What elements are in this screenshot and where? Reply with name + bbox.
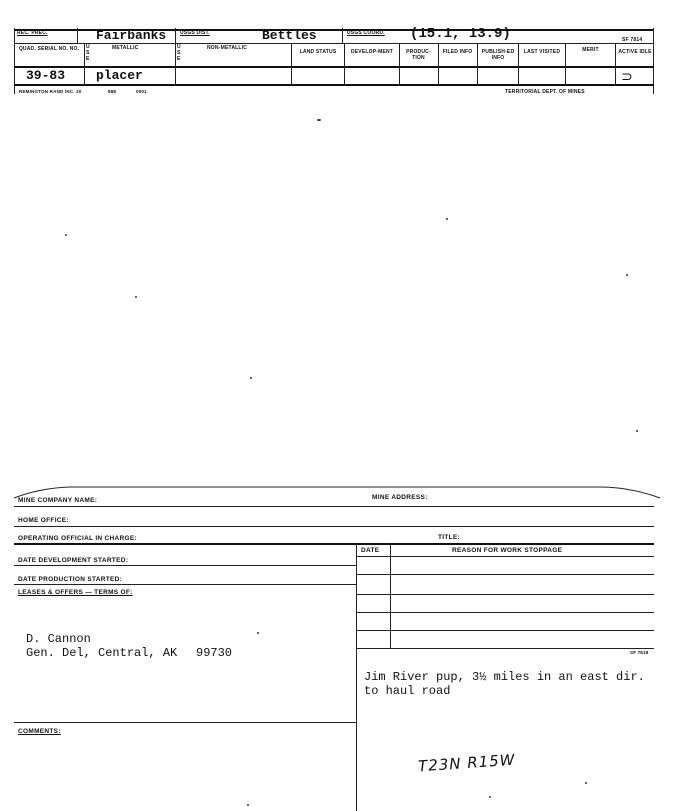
- divider: [565, 43, 566, 84]
- printer-code-2: 0001: [136, 89, 147, 94]
- divider: [518, 43, 519, 84]
- divider: [477, 43, 478, 84]
- leases-offers-label: LEASES & OFFERS — TERMS OF:: [18, 589, 133, 596]
- date-development-label: DATE DEVELOPMENT STARTED:: [18, 557, 129, 564]
- speck: [489, 796, 491, 798]
- col-header-top-rule: [14, 43, 654, 44]
- title-label: TITLE:: [438, 534, 461, 541]
- col-metallic: METALLIC: [112, 45, 139, 51]
- mine-address-label: MINE ADDRESS:: [372, 494, 428, 501]
- metallic-value: placer: [96, 68, 143, 83]
- rule: [356, 556, 654, 557]
- rule: [14, 543, 654, 545]
- card-top-edge: [0, 478, 678, 502]
- printer-imprint: REMINGTON RAND INC. 20: [19, 89, 82, 94]
- lower-form-number: SF 7818: [630, 650, 649, 655]
- reason-column-header: REASON FOR WORK STOPPAGE: [452, 547, 563, 554]
- rule: [14, 584, 356, 585]
- divider: [175, 28, 176, 43]
- col-metallic-side: U S E: [86, 44, 90, 62]
- speck: [250, 377, 252, 379]
- col-active-idle: ACTIVE IDLE: [618, 49, 652, 55]
- divider: [77, 28, 78, 43]
- active-idle-mark: ⊃: [621, 69, 633, 85]
- divider: [291, 43, 292, 84]
- divider: [615, 43, 616, 84]
- speck: [585, 782, 587, 784]
- col-production: PRODUC-TION: [406, 49, 431, 61]
- col-quad-serial: QUAD. SERIAL NO. NO.: [18, 46, 80, 52]
- speck: [65, 234, 67, 236]
- usgs-coord-value: (15.1, 13.9): [410, 26, 511, 42]
- owner-name: D. Cannon: [26, 632, 91, 646]
- col-land-status: LAND STATUS: [299, 49, 337, 55]
- rule: [356, 648, 654, 649]
- col-non-metallic: NON-METALLIC: [207, 45, 248, 51]
- district-value: Fairbanks: [96, 28, 167, 43]
- rule: [14, 526, 654, 527]
- col-development: DEVELOP-MENT: [350, 49, 394, 55]
- data-row-bottom-rule: [14, 84, 654, 86]
- usgs-dist-label: USGS DIST.: [180, 30, 210, 36]
- owner-address: Gen. Del, Central, AK: [26, 646, 178, 660]
- form-number: SF 7814: [622, 37, 643, 43]
- col-filed-info: FILED INFO: [442, 49, 473, 55]
- speck: [247, 804, 249, 806]
- divider: [84, 43, 85, 84]
- col-last-visited: LAST VISITED: [523, 49, 561, 55]
- col-published-info: PUBLISH-ED INFO: [481, 49, 515, 61]
- printer-code-1: 888: [108, 89, 117, 94]
- speck: [446, 218, 448, 220]
- department-imprint: TERRITORIAL DEPT. OF MINES: [505, 89, 585, 95]
- speck: [135, 296, 137, 298]
- rule: [14, 506, 654, 507]
- home-office-label: HOME OFFICE:: [18, 517, 69, 524]
- operating-official-label: OPERATING OFFICIAL IN CHARGE:: [18, 535, 137, 542]
- center-divider: [356, 543, 357, 811]
- handwritten-township: T23N R15W: [417, 750, 517, 776]
- location-line-1: Jim River pup, 3½ miles in an east dir.: [364, 670, 645, 684]
- quad-serial-value: 39-83: [26, 68, 66, 83]
- mine-company-name-label: MINE COMPANY NAME:: [18, 497, 98, 504]
- rule: [14, 565, 356, 566]
- usgs-coord-label: USGS COORD.: [347, 30, 385, 36]
- rule: [356, 612, 654, 613]
- rule: [356, 574, 654, 575]
- speck: [317, 119, 321, 121]
- date-production-label: DATE PRODUCTION STARTED:: [18, 576, 123, 583]
- col-merit: MERIT: [582, 47, 599, 53]
- rule: [14, 722, 356, 723]
- speck: [257, 632, 259, 634]
- speck: [636, 430, 638, 432]
- owner-zip: 99730: [196, 646, 233, 660]
- rec-prec-label: REC. PREC.: [17, 30, 48, 36]
- divider: [344, 43, 345, 84]
- date-column-header: DATE: [361, 547, 380, 554]
- speck: [626, 274, 628, 276]
- comments-label: COMMENTS:: [18, 728, 61, 735]
- rule: [356, 594, 654, 595]
- divider: [342, 28, 343, 43]
- divider: [175, 43, 176, 84]
- location-line-2: to haul road: [364, 684, 451, 698]
- col-non-metallic-side: U S E: [177, 44, 181, 62]
- usgs-dist-value: Bettles: [262, 28, 317, 43]
- date-col-divider: [390, 543, 391, 648]
- rule: [356, 630, 654, 631]
